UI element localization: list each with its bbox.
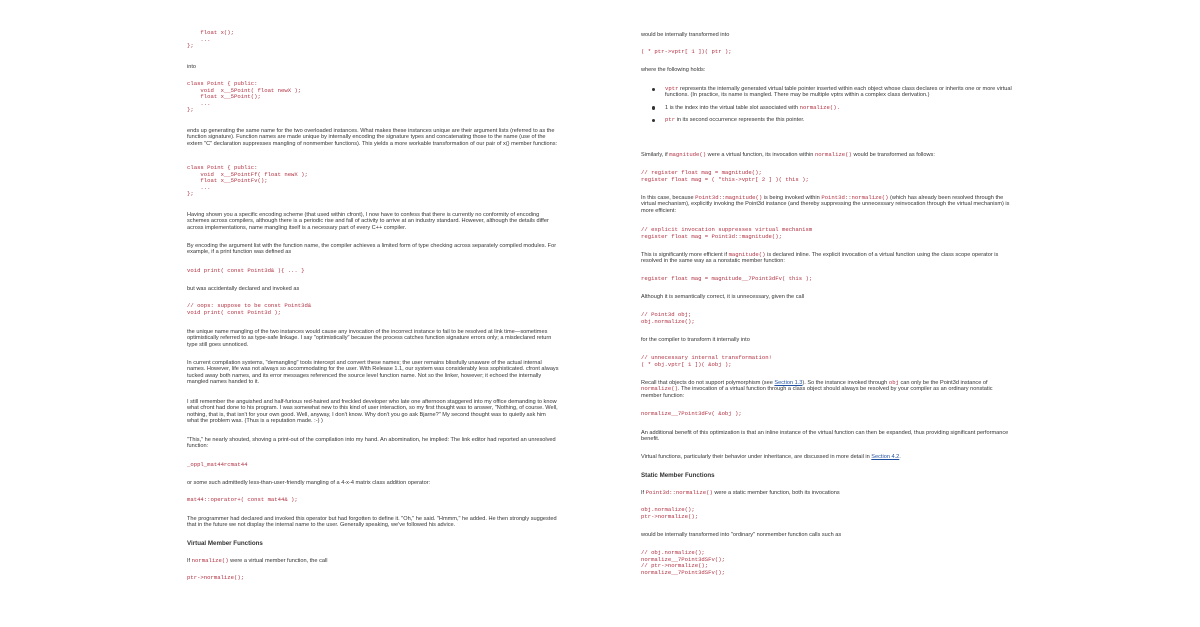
paragraph: The programmer had declared and invoked this operator but had forgotten to define it. "Oh," he said. "Hmmm," he added. He then strongly suggested that in the future we not display the internal name to the user. Generally speaking, we've followed his advice. [187,516,557,529]
paragraph: I still remember the anguished and half-furious red-haired and freckled developer who late one afternoon staggered into my office demanding to know what cfront had done to his program. I was somewhat new to this kind of user interaction, so my first thought was to answer, "Nothing, of course. Well, nothing, that is, that isn't for your own good. Well, anyway, I don't know. Why don't you go ask Bjarne?" My second thought was to quietly ask him what the problem was. (Thus is a reputation made. :-) ) [187,399,558,425]
paragraph: By encoding the argument list with the function name, the compiler achieves a limited form of type checking across separately compiled modules. For example, if a print function was defined as [187,243,557,256]
section-link[interactable]: Section 1.3 [774,380,803,386]
section-heading: Virtual Member Functions [187,540,263,547]
code-block: // oops: suppose to be const Point3d& void print( const Point3d ); [187,302,312,316]
code-block: // explicit invocation suppresses virtual mechanism register float mag = Point3d::magnitude(); [641,226,813,240]
paragraph: This is significantly more efficient if magnitude() is declared inline. The explicit invocation of a virtual function using the class scope operator is resolved in the same way as a nonstatic member function: [641,251,999,265]
paragraph: for the compiler to transform it internally into [641,337,750,343]
paragraph: where the following holds: [641,67,706,73]
paragraph: Having shown you a specific encoding scheme (that used within cfront), I now have to confess that there is currently no conformity of encoding schemes across compilers, although there is a periodic rise and fall of activity to arrive at an industry standard. However, although the details differ across implementations, name mangling itself is a necessary part of every C++ compiler. [187,212,549,231]
paragraph: "This," he nearly shouted, shoving a print-out of the compilation into my hand. An abomination, he implied: The link editor had reported an unresolved function: [187,437,556,450]
paragraph: An additional benefit of this optimization is that an inline instance of the virtual function can then be expanded, thus providing significant performance benefit. [641,430,1009,443]
paragraph: or some such admittedly less-than-user-friendly mangling of a 4-x-4 matrix class addition operator: [187,480,431,486]
paragraph: In this case, because Point3d::magnitude() is being invoked within Point3d::normalize() (which has already been resolved through the virtual mechanism), explicitly invoking the Point3d instance (and thereby suppressing the unnecessary reinvocation through the virtual mechanism) is more efficient: [641,194,1010,214]
code-block: obj.normalize(); ptr->normalize(); [641,506,699,520]
paragraph: but was accidentally declared and invoked as [187,286,300,292]
paragraph: In current compilation systems, "demangling" tools intercept and convert these names; the user remains blissfully unaware of the actual internal names. However, life was not always so accommodating for the user. With Release 1.1, our system was considerably less sophisticated. cfront always tucked away both names, and its error messages referenced the source level function name. Not so the linker, however; it echoed the internally mangled names handed to it. [187,360,559,386]
paragraph: If normalize() were a virtual member function, the call [187,557,328,564]
code-block: // Point3d obj; obj.normalize(); [641,311,695,325]
code-block: ptr->normalize(); [187,574,245,581]
code-block: float x(); ... }; [187,29,234,49]
code-block: class Point { public: void x__5PointFf( float newX ); float x__5PointFv(); ... }; [187,164,308,197]
code-block: // unnecessary internal transformation! ( * obj.vptr[ 1 ])( &obj ); [641,354,772,368]
list-item: 1 is the index into the virtual table slot associated with normalize(). [641,105,1013,111]
paragraph: would be internally transformed into "ordinary" nonmember function calls such as [641,532,842,538]
paragraph: ends up generating the same name for the two overloaded instances. What makes these instances unique are their argument lists (referred to as the function signature). Function names are made unique by internally encoding the signature types and concatenating those to the name (use of the extern "C" declaration suppresses mangling of nonmember functions). This yields a more workable transformation of our pair of x() member functions: [187,128,558,147]
code-block: ( * ptr->vptr[ 1 ])( ptr ); [641,48,732,55]
paragraph: Virtual functions, particularly their behavior under inheritance, are discussed in more detail in Section 4.2. [641,454,901,460]
bullet-list [641,86,1013,130]
paragraph: Although it is semantically correct, it is unnecessary, given the call [641,294,805,300]
code-block: class Point { public: void x__5Point( float newX ); float x__5Point(); ... }; [187,80,302,113]
paragraph: Similarly, if magnitude() were a virtual function, its invocation within normalize() would be transformed as follows: [641,151,935,158]
paragraph: If Point3d::normalize() were a static member function, both its invocations [641,489,840,496]
code-block: void print( const Point3d& ){ ... } [187,267,305,274]
code-block: // obj.normalize(); normalize__7Point3dSFv(); // ptr->normalize(); normalize__7Point3dSFv(); [641,549,725,576]
paragraph: into [187,64,197,70]
code-block: normalize__7Point3dFv( &obj ); [641,410,742,417]
code-block: _oppl_mat44rcmat44 [187,461,248,468]
paragraph: the unique name mangling of the two instances would cause any invocation of the incorrect instance to fail to be resolved at link time—sometimes optimistically referred to as type-safe linkage. I say "optimistically" because the process catches function signature errors only; a misdeclared return type still goes unnoticed. [187,329,552,348]
code-block: mat44::operator+( const mat44& ); [187,496,298,503]
list-item: ptr in its second occurrence represents the this pointer. [641,117,1013,123]
paragraph: Recall that objects do not support polymorphism (see Section 1.3). So the instance invoked through obj can only be the Point3d instance of normalize(). The invocation of a virtual function through a class object should always be resolved by your compiler as an ordinary nonstatic member function: [641,379,993,399]
section-heading: Static Member Functions [641,472,715,479]
inline-code: normalize() [191,557,229,564]
section-link[interactable]: Section 4.2 [871,454,900,460]
code-block: register float mag = magnitude__7Point3dFv( this ); [641,275,813,282]
code-block: // register float mag = magnitude(); register float mag = ( *this->vptr[ 2 ] )( this ); [641,169,809,183]
list-item: vptr represents the internally generated virtual table pointer inserted within each object whose class declares or inherits one or more virtual functions. (In practice, its name is mangled. There may be multiple vptrs within a complex class derivation.) [641,86,1013,99]
paragraph: would be internally transformed into [641,32,730,38]
